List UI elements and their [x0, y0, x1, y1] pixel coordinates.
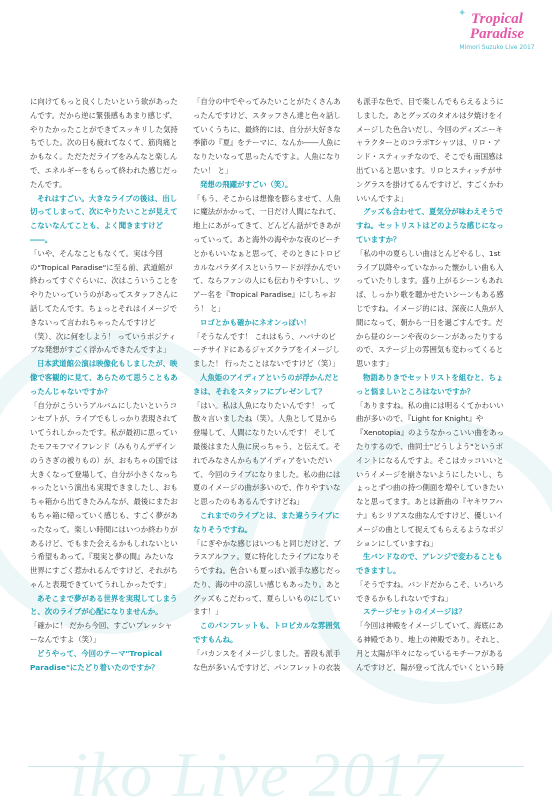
text-column-3	[356, 95, 504, 674]
interview-question: それはすごい。大きなライブの後は、出し切ってしまって、次にやりたいことが見えてこないなんてことも、よく聞きますけど――。	[30, 193, 178, 244]
interview-answer: 「自分がこういうアルバムにしたいというコンセプトが、ライブでもしっかり表現されていてうれしかったです。私が最初に思っていたモフモフマイフレンド（みもりんデザインのうさぎの被りもの）が、おもちゃの国では大きくなって登場して、自分が小さくなっちゃったという演出も実現できましたし、おもちゃ箱から出てきたみんなが、最後にまたおもちゃ箱に帰っていく感じも、すごく夢があったなって。楽しい時間にはいつか終わりがあるけど、でもまた会えるかもしれないという希望もあって。『現実と夢の間』みたいな世界にすごく惹かれるんですけど、それがちゃんと表現できていてうれしかったです」	[30, 400, 178, 589]
interview-question: 物語ありきでセットリストを組むと、ちょっと悩ましいところはないですか？	[356, 372, 504, 396]
interview-answer: も派手な色で、目で楽しんでもらえるようにしました。あとグッズのタオルは夕焼けをイメージした色合いだし、今回のディズニーキャラクターとのコラボTシャツは、リロ・アンド・スティッチなので、そこでも南国感は出ていると思います。リロとスティッチがサングラスを掛けてるんですけど、すごくかわいいんですよ」	[356, 97, 504, 203]
interview-answer: 「もう、そこからは想像を膨らませて、人魚に魔法がかかって、一日だけ人間になれて、地上にあがってきて、どんどん話ができあがっていって。あと海外の海やかな夜のビーチとかもいいなぁと思って、そのときにトロピカルなパラダイスというワードが浮かんでいて、ならファンの人にも伝わりやすいし、ツアー名を『Tropical Paradise』にしちゃおう！ と」	[193, 193, 341, 313]
logo-subtitle: Mimori Suzuko Live 2017	[459, 44, 535, 51]
interview-answer: 「私の中の夏らしい曲はとんどやるし、1stライブ以降やっていなかった懐かしい曲も入っていたりします。盛り上がるシーンもあれば、しっかり歌を聴かせたいシーンもある感じですね。イメージ的には、深夜に人魚が人間になって、朝から一日を過ごすんです。だから昼のシーンや夜のシーンがあったりするので、ステージ上の雰囲気も変わってくると思います」	[356, 248, 504, 369]
tropical-paradise-logo	[452, 8, 542, 60]
interview-answer: 「はい。私は人魚になりたいんです！ って散々言いましたね（笑）。人魚として見から登場して、人間になりたいんです！ そして最後はまた人魚に戻っちゃう、と伝えて。それでみなさんからもアイディアをいただいて、今回のライブになりました。私の曲には夏のイメージの曲が多いので、作りやすいなと思ったのもあるんですけどね」	[193, 400, 341, 507]
interview-question: このパンフレットも、トロピカルな雰囲気ですもんね。	[193, 621, 341, 645]
interview-answer: 「ありますね。私の曲には明るくてかわいい曲が多いので、『Light for Knight』や『Xenotopia』のようなかっこいい曲をあったりするので、曲同士"どうしよう"というポイントになるんですよ。そこはカッコいいというイメージを崩さないようにしたいし、ちょっとずつ曲の持つ側面を増やしていきたいなと思ってます。あとは新曲の『ヤキワフハナ』もシリアスな曲なんですけど、優しいイメージの曲として捉えてもらえるようなポジションにしていますね」	[356, 400, 504, 548]
watermark-text: iko Live 2017	[70, 739, 445, 810]
interview-question: これまでのライブとは、また違うライブになりそうですね。	[193, 510, 340, 534]
interview-answer: 「にぎやかな感じはいつもと同じだけど、ブラスアルファ。夏に特化したライブになりそうですね。色合いも夏っぽい派手な感じだったり、海の中の涼しい感じもあったり。あとグッズもこだわって、夏らしいものにしています！」	[193, 538, 341, 617]
interview-question: 生バンドなので、アレンジで変わることもできますし。	[356, 552, 503, 576]
interview-answer: 「そうですね。バンドだからこそ、いろいろできるかもしれないですね」	[356, 579, 504, 603]
logo-title: Tropical Paradise	[469, 11, 525, 42]
interview-question: ステージセットのイメージは？	[363, 607, 466, 617]
interview-answer: に向けてもっと良くしたいという欲があったんです。だから逆に緊張感もあまり感じず、やりたかったことができてスッキリした気持ちでした。次の日も疲れてなくて、筋肉痛とかもなく。ただただライブをみんなと楽しんで、エネルギーをもらって終われた感じだったんです。	[30, 97, 178, 189]
interview-answer: 「自分の中でやってみたいことがたくさんあったんですけど、スタッフさん達と色々話していくうちに、最終的には、自分が大好きな季節の『夏』をテーマに、なんか――人魚になりたいなって思ったんですよ。人魚になりたい！ と」	[193, 97, 341, 175]
interview-question: あそこまで夢がある世界を実現してしまうと、次のライブが心配になりませんか。	[30, 593, 178, 617]
footer-divider	[28, 766, 524, 767]
interview-question: 人魚姫のアイディアというのが浮かんだときは、それをスタッフにプレゼンして？	[193, 372, 340, 396]
interview-question: どうやって、今回のテーマ"Tropical Paradise"にたどり着いたのですか？	[30, 648, 163, 672]
interview-question: 発想の飛躍がすごい（笑）。	[200, 179, 293, 189]
interview-question: グッズも合わせて、夏気分が味わえそうですね。セットリストはどのような感じになっていますか？	[356, 207, 504, 244]
text-column-1	[30, 95, 178, 674]
interview-answer: 「いや、そんなこともなくて。実は今回の"Tropical Paradise"に至る前、武道館が終わってすぐぐらいに、次はこういうことをやりたいっていうのがあってスタッフさんに話してたんです。ちょっとそれはイメージできないって言われちゃったんですけど（笑）、次に何をしよう！ っていうポジティブな発想がすごく浮かんできたんですよ」	[30, 248, 178, 355]
interview-answer: 「今回は神殿をイメージしていて、海底にある神殿であり、地上の神殿であり。それと、月と太陽が半々になっているモチーフがあるんですけど、陽が登って沈んでいくという時	[356, 621, 504, 672]
text-column-2	[193, 95, 341, 674]
interview-answer: 「確かに！ だから今回、すごいプレッシャーなんですよ（笑）」	[30, 621, 173, 645]
interview-answer: 「そうなんです！ これはもう、ハバナのビーチサイドにあるジャズクラブをイメージしました！ 行ったことはないですけど（笑）」	[193, 331, 340, 369]
sparkle-icon: ✦	[458, 8, 467, 19]
interview-question: ロゴとかも確かにネオンっぽい！	[200, 317, 311, 327]
interview-question: 日本武道館公演は映像化もしましたが、映像で客観的に見て、あらためて思うこともあったんじゃないですか？	[30, 359, 178, 396]
interview-answer: 「バカンスをイメージしました。普段も派手な色が多いんですけど、パンフレットの衣装	[193, 648, 341, 672]
